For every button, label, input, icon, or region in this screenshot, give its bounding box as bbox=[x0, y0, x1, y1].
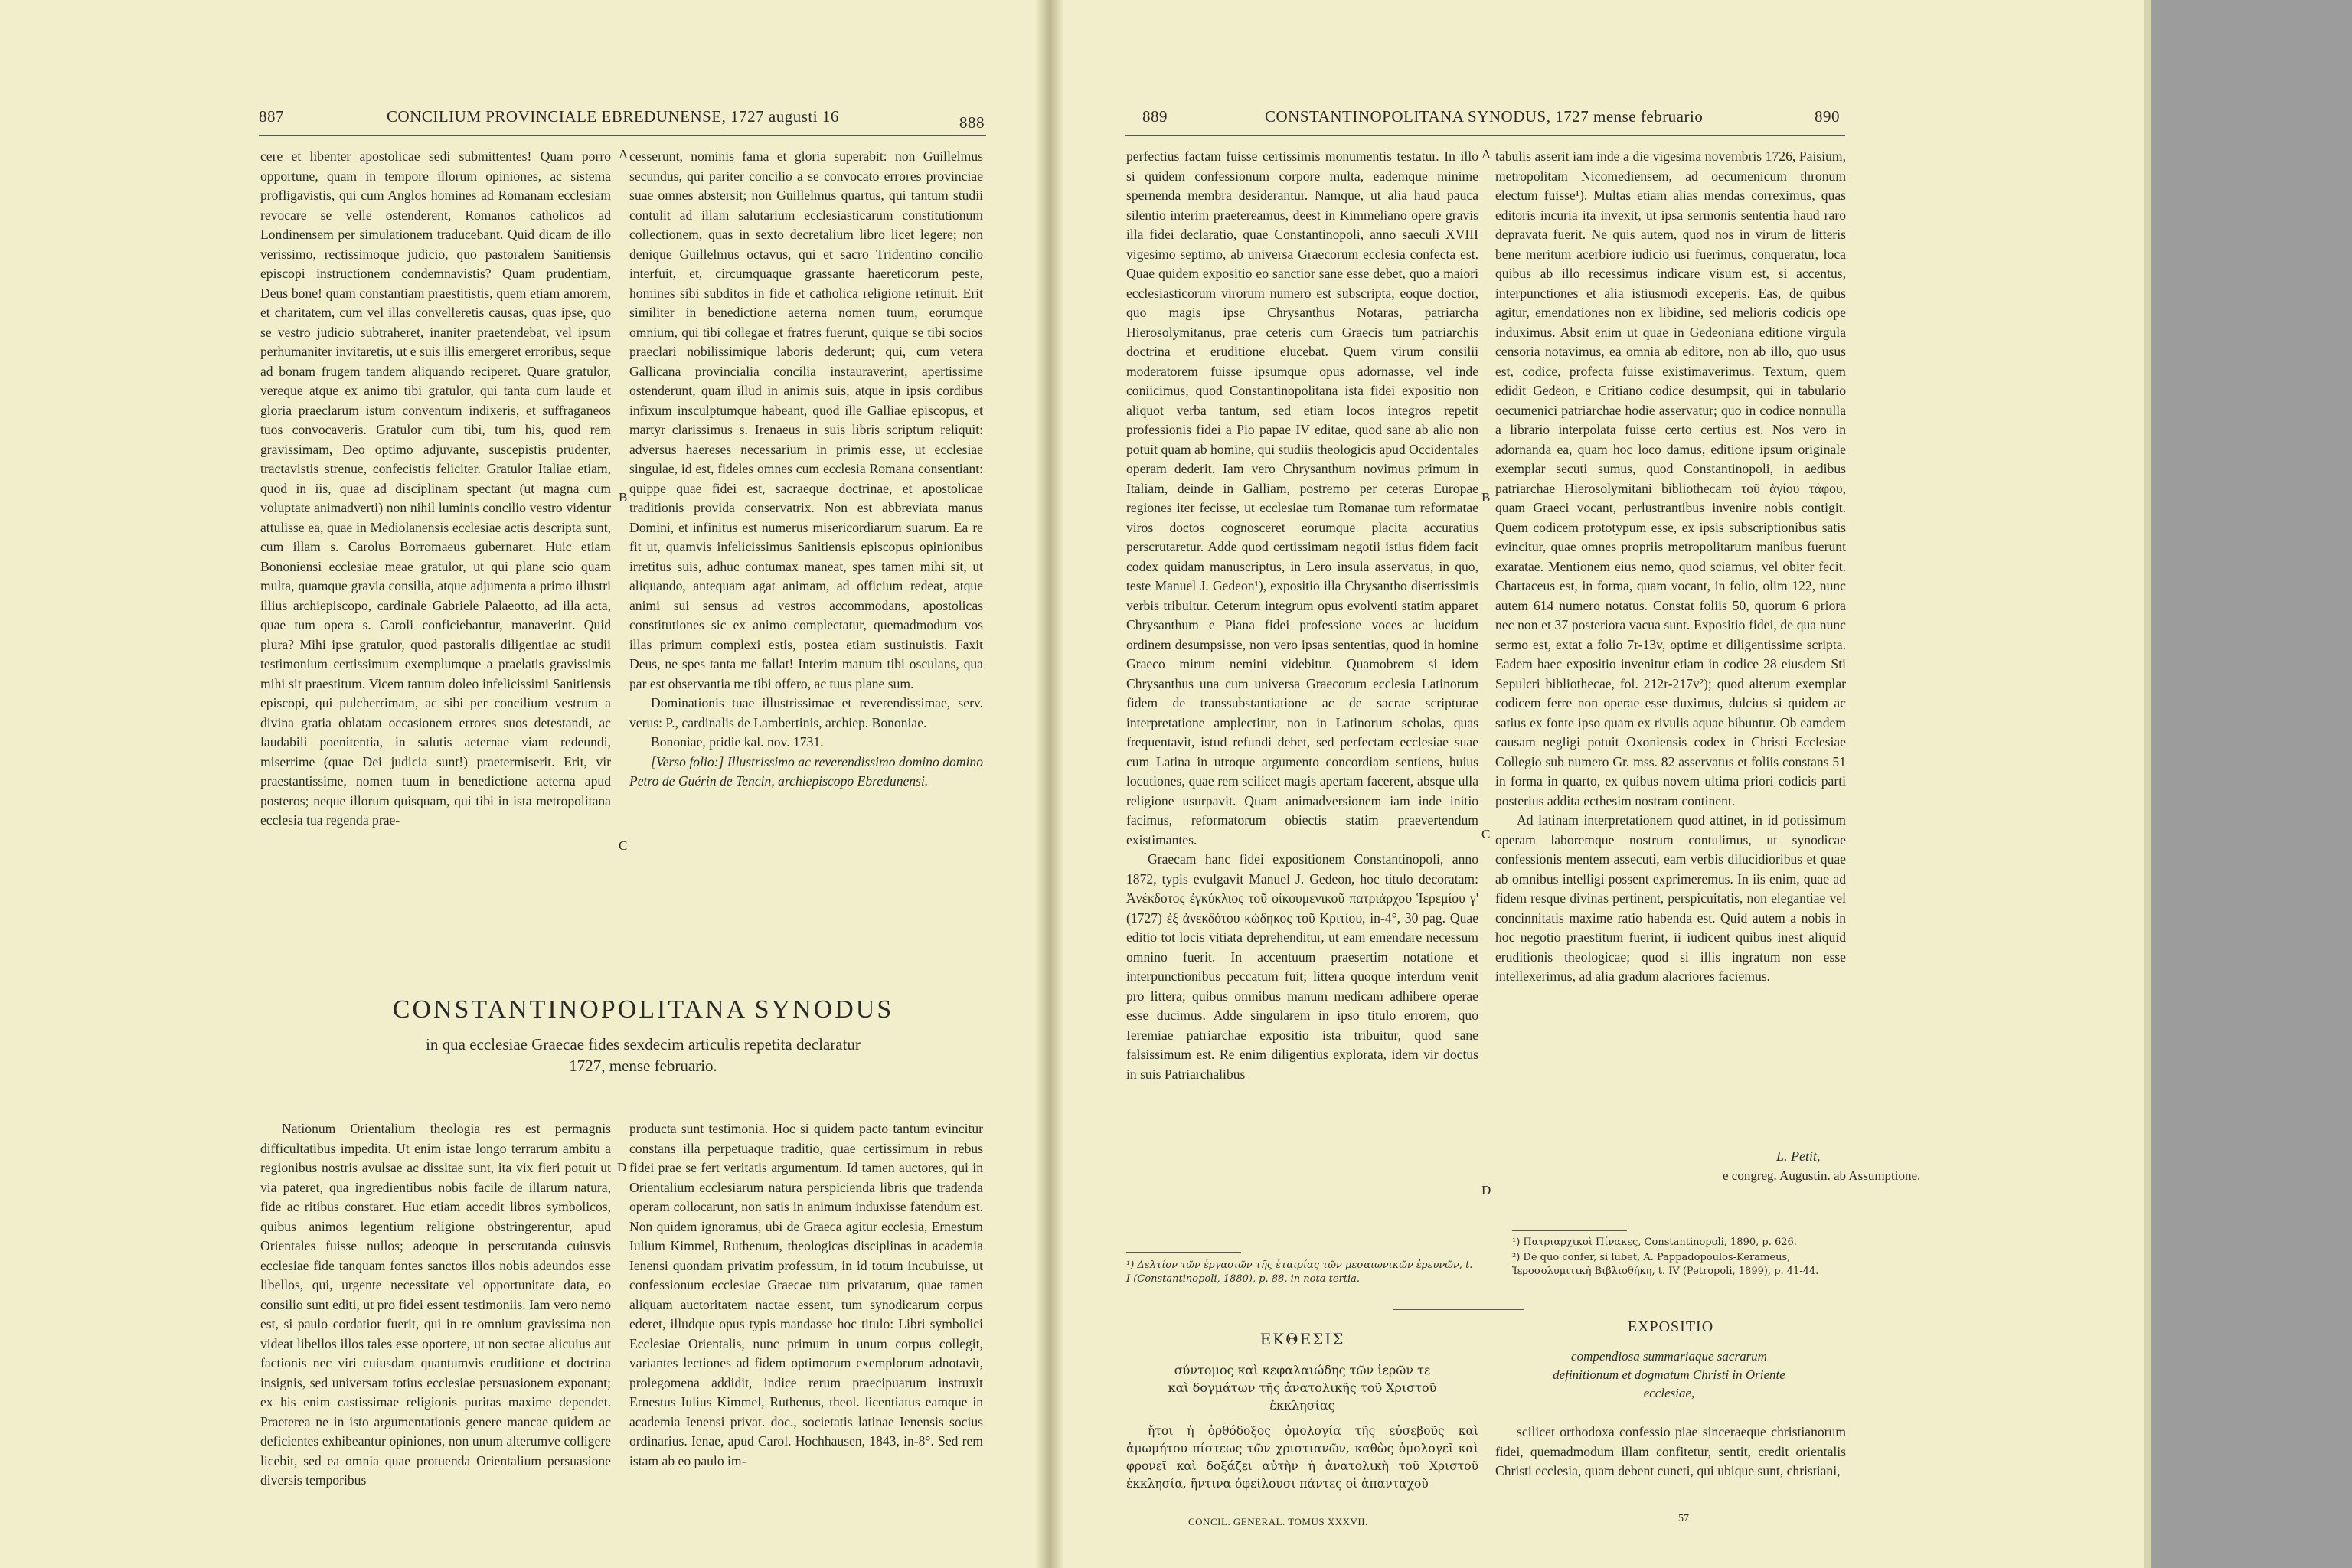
margin-marker-b: B bbox=[1481, 490, 1491, 505]
paragraph: producta sunt testimonia. Hoc si quidem pacto tantum evincitur constans illa perpetuaque traditio, quae certissimum in rebus fidei prae se fert veritatis argumentum. Id tamen auctores, qui in Orientalium ecclesiarum natura perspicienda libris que tradenda operam collocarunt, non satis in animum induxisse fatendum est. Non quidem ignoramus, ubi de Graeca agitur ecclesia, Ernestum Iulium Kimmel, Ruthenum, theologicas disciplinas in academia Ienensi quondam privatim professum, in id totum incubuisse, ut confessionum ecclesiae Graecae tum privatarum, quae tamen aliquam auctoritatem nactae essent, tum synodicarum corpus ederet, illudque opus typis mandasse hoc titulo: Libri symbolici Ecclesiae Orientalis, nunc primum in unum corpus collegit, variantes lectiones ad fidem optimorum exemplorum adnotavit, prolegomena addidit, indice rerum praecipuarum instruxit Ernestus Iulius Kimmel, Ruthenus, theol. licentiatus eamque in academia Ienensi privat. doc., societatis latinae Ienensis socius ordinarius. Ienae, apud Carol. Hochhausen, 1843, in-8°. Sed rem istam ab eo paulo im- bbox=[629, 1121, 983, 1468]
verso-address: [Verso folio:] Illustrissimo ac reverendissimo domino domino Petro de Guérin de Tencin, archiepiscopo Ebredunensi. bbox=[629, 753, 983, 789]
left-col-4 bbox=[629, 1119, 983, 1567]
greek-sub-line-1: σύντομος καὶ κεφαλαιώδης τῶν ἱερῶν τε bbox=[1174, 1363, 1431, 1377]
page-number-890: 890 bbox=[1815, 107, 1840, 126]
header-rule bbox=[1125, 135, 1845, 136]
paragraph: cere et libenter apostolicae sedi submittentes! Quam porro opportune, quam in tempore illorum opiniones, ac sistema profligavistis, qui cum Anglos homines ad Romanam ecclesiam revocare se velle ostenderent, Romanos catholicos ad Londinensem per simulationem traducebant. Quid dicam de illo verissimo, rectissimoque judicio, quo pastoralem Sanitiensis episcopi instructionem condemnavistis? Quam prudentiam, Deus bone! quam constantiam praestitistis, quem etiam amorem, et charitatem, cum vel illas convelleretis causas, quas ipse, quo se vestro judicio subtraheret, inaniter praetendebat, vel ipsum perhumaniter invitaretis, ut e suis illis emergeret erroribus, seque ad bonam frugem tandem aliquando reciperet. Quare gratulor, vereque atque ex animo tibi gratulor, qui tanta cum laude et gloria praeclarum istum conventum indixeris, et suffraganeos tuos convocaveris. Gratulor cum tibi, tum his, quod rem gravissimam, Deo optimo adjuvante, suscepistis prudenter, tractavistis strenue, confecistis feliciter. Gratulor Italiae etiam, quod in iis, quae ad disciplinam spectant (ut magna cum voluptate animadverti) non nihil luminis concilio vestro videntur attulisse ea, quae in Mediolanensis ecclesiae actis descripta sunt, cum illam s. Carolus Borromaeus gubernaret. Huic etiam Bononiensi ecclesiae meae gratulor, ut qui plane scio quam multa, quamque gravia consilia, atque adjumenta a primo illustri illius archiepiscopo, cardinale Gabriele Palaeotto, ad illa acta, quae tum opera s. Caroli conficiebantur, manaverint. Quid plura? Mihi ipse gratulor, quod pastoralis diligentiae ac studii testimonium certissimum exemplumque a praelatis gravissimis mihi sit praestitum. Vicem tantum doleo infelicissimi Sanitiensis episcopi, qui pulcherrimam, ac sibi per concilium vestrum a divina gratia oblatam occasionem errores suos detestandi, ac laudabili poenitentia, in salutis aeternae viam redeundi, miserrime (quae Dei judicia sunt!) praetermiserit. Erit, vir praestantissime, nomen tuum in benedictione aeterna apud posteros; neque illorum quisquam, qui tibi in ista metropolitana ecclesia tua regenda prae- bbox=[260, 149, 611, 828]
dateline: Bononiae, pridie kal. nov. 1731. bbox=[651, 734, 824, 750]
section-heading bbox=[260, 995, 1026, 1076]
page-number-889: 889 bbox=[1142, 107, 1168, 126]
page-number-887: 887 bbox=[259, 107, 284, 126]
paragraph: scilicet orthodoxa confessio piae sinceraeque christianorum fidei, quemadmodum illam confitetur, sentit, credit orientalis Christi ecclesia, quam debent cuncti, qui ubique sunt, christiani, bbox=[1495, 1424, 1846, 1478]
paragraph: Nationum Orientalium theologia res est permagnis difficultatibus impedita. Ut enim istae longo terrarum ambitu a regionibus nostris avulsae ac dissitae sunt, ita vix fieri potuit ut via pateret, qua ingredientibus nobis facile de illarum natura, fide ac ritibus constaret. Huc etiam accedit libros symbolicos, quibus animos legentium religione obstringerentur, apud Orientales fuisse nullos; adeoque in perscrutanda cuiusvis ecclesiae fide tanquam fontes sanctos illos nobis adeundos esse libellos, qui, urgente necessitate vel opportunitate data, eo consilio sunt editi, ut pro fidei essent testimoniis. Iam vero nemo est, si paulo cordatior fuerit, qui in re omnium gravissima non videat libellos illos tales esse oportere, ut non sectae alicuius aut factionis nec viri cuiusdam quantumvis eruditione et doctrina insignis, sed universam totius ecclesiae persuasionem exponant; ex his enim castissimae religionis puritas maxime dependet. Praeterea ne in isto argumentationis genere mancae quidem ac deficientes exhibeantur opiniones, non unum alterumve colligere licebit, sed ea omnia quae protuenda Orientalium persuasione diversis temporibus bbox=[260, 1121, 611, 1488]
margin-marker-a: A bbox=[619, 147, 629, 162]
margin-marker-b: B bbox=[619, 490, 628, 505]
latin-subheading: compendiosa summariaque sacrarum definitionum et dogmatum Christi in Oriente ecclesiae, bbox=[1553, 1349, 1785, 1400]
margin-marker-d: D bbox=[1481, 1183, 1491, 1197]
section-subtitle: in qua ecclesiae Graecae fides sexdecim articulis repetita declaratur bbox=[426, 1035, 861, 1054]
paragraph: Graecam hanc fidei expositionem Constantinopoli, anno 1872, typis evulgavit Manuel J. Gedeon, hoc titulo decoratam: Ἀνέκδοτος ἐγκύκλιος τοῦ οἰκουμενικοῦ πατριάρχου Ἱερεμίου γ' (1727) ἐξ ἀνεκδότου κώδηκος τοῦ Κριτίου, in-4°, 30 pag. Quae editio tot locis vitiata deprehenditur, ut eam emendare necessum omnino fuerit. In accentuum praesertim notatione et interpunctionibus peccatum fuit; littera quoque interdum venit pro littera; quibus omnibus manum medicam adhibere operae esse ducimus. Adde singularem in ipso titulo errorem, quo Ieremiae patriarchae expositio ista tribuitur, quod sane falsissimum est. Re enim diligentius explorata, idem vir doctus in suis Patriarchalibus bbox=[1126, 851, 1478, 1082]
greek-sub-line-2: καὶ δογμάτων τῆς ἀνατολικῆς τοῦ Χριστοῦ bbox=[1168, 1380, 1437, 1395]
greek-subheading bbox=[1126, 1361, 1478, 1414]
footnote-2a: ¹) Πατριαρχικοὶ Πίνακες, Constantinopoli, 1890, p. 626. bbox=[1512, 1236, 1797, 1248]
left-page bbox=[0, 0, 1049, 1568]
footer-signature: CONCIL. GENERAL. TOMUS XXXVII. bbox=[1188, 1516, 1368, 1527]
greek-sub-line-3: ἐκκλησίας bbox=[1269, 1398, 1335, 1413]
paragraph: cesserunt, nominis fama et gloria superabit: non Guillelmus secundus, qui pariter concilio a se convocato errores provinciae suae omnes abstersit; non Guillelmus quartus, qui tantum studii contulit ad illam salutarium ecclesiasticarum constitutionum collectionem, quas in sexto decretalium libro licet legere; non denique Guillelmus octavus, qui et sacro Tridentino concilio interfuit, et, circumquaque grassante haereticorum peste, homines sibi subditos in fide et catholica religione retinuit. Erit similiter in benedictione aeterna nomen tuum, eorumque omnium, qui tibi collegae et fratres fuerunt, quique se tibi socios praeclari nobilissimique laboris dederunt; qui, cum vetera Gallicana provincialia concilia instauraverint, apertissime ostenderunt, quam illud in animis suis, atque in ipsis cordibus infixum insculptumque habeant, quod ille Galliae episcopus, et martyr clarissimus s. Irenaeus in suis libris scriptum reliquit: adversus haereses necessarium in primis esse, ut ecclesiae singulae, id est, fideles omnes cum ecclesia Romana consentiant: quippe quae fidei est, sacraeque doctrinae, et apostolicae traditionis provida conservatrix. Non est abbreviata manus Domini, et infinitus est numerus misericordiarum suarum. Ea re fit ut, quamvis infelicissimus Sanitiensis episcopus opinionibus irretitus suis, adhuc contumax maneat, spes tamen mihi sit, ut aliquando, antequam agat animam, ad officium redeat, atque animi sui sensus ad vestros accommodans, apostolicas constitutiones sic ex animo complectatur, quemadmodum vos illas primum complexi estis, postea etiam sustinuistis. Faxit Deus, ne spes tanta me fallat! Interim manum tibi osculans, qua par est observantia me tibi offero, ac tuus plane sum. bbox=[629, 149, 983, 691]
paragraph: perfectius factam fuisse certissimis monumentis testatur. In illo si quidem confessionum corpore multa, eademque minime spernenda membra desiderantur. Namque, ut alia haud pauca silentio interim praetereamus, deest in Kimmeliano opere gravis illa fidei declaratio, quae Constantinopoli, anno saeculi XVIII vigesimo septimo, ab universa Graecorum ecclesia confecta est. Quae quidem expositio eo sanctior sane esse debet, quo a maiori ecclesiasticorum virorum numero est subscripta, eoque doctior, quo magis ipse Chrysanthus Notaras, patriarcha Hierosolymitanus, prae ceteris cum Graecis tum patriarchis doctrina et eruditione elucebat. Quem virum consilii moderatorem fuisse ipsumque opus adornasse, vel inde coniicimus, quod Constantinopolitana ista fidei expositio non aliquot verba tantum, sed etiam locos integros repetit professionis fidei a Pio papae IV editae, quod sane ab alio non potuit quam ab homine, qui studiis theologicis apud Occidentales operam dederit. Iam vero Chrysanthum novimus primum in Italiam, deinde in Galliam, postremo per ceteras Europae regiones iter fecisse, ut ecclesiae tum Romanae tum reformatae viros doctos cognosceret eorumque placita accuratius perscrutaretur. Adde quod certissimam negotii istius fidem facit codex quidam manuscriptus, in Lero insula asservatus, in quo, teste Manuel J. Gedeon¹), expositio illa Chrysantho disertissimis verbis tribuitur. Ceterum integrum opus evolventi statim apparet Chrysanthum e Piana fidei professione voces ac lucidum ordinem desumpsisse, non vero ipsas sententias, quod in homine Graeco mirum nemini videbitur. Quamobrem si idem Chrysanthus una cum universa Graecorum ecclesia Latinorum fidem de transsubstantiatione ac de sacrae scripturae interpretatione amplectitur, non in Latinorum scholas, quas frequentavit, istud refundi debet, sed perfectam ecclesiae suae cum Latina in utroque argumento concordiam sentiens, huius locutiones, quae rem scilicet magis apertam facerent, absque ulla religione usurpavit. Quam animadversionem iam inde initio facimus, reformatorum obiectis statim praevertendum existimantes. bbox=[1126, 149, 1478, 848]
closing-salutation: Dominationis tuae illustrissimae et reverendissimae, serv. verus: P., cardinalis de Lambertinis, archiep. Bononiae. bbox=[629, 695, 983, 730]
margin-marker-a: A bbox=[1481, 147, 1491, 162]
running-title-left: CONCILIUM PROVINCIALE EBREDUNENSE, 1727 augusti 16 bbox=[387, 107, 839, 126]
running-title-right: CONSTANTINOPOLITANA SYNODUS, 1727 mense februario bbox=[1265, 107, 1704, 126]
section-rule bbox=[1393, 1309, 1524, 1310]
greek-heading: ΕΚΘΕΣΙΣ bbox=[1259, 1330, 1345, 1348]
paragraph: tabulis asserit iam inde a die vigesima novembris 1726, Paisium, metropolitam Nicomediensem, ad oecumenicum thronum electum fuisse¹). Multas etiam alias mendas correximus, quas editoris incuria ita invexit, ut ipsa sermonis sententia haud raro depravata fuerit. Ne quis autem, quod nos in virum de litteris bene meritum acerbiore iudicio usi fuerimus, conqueratur, loca quibus ab illo recessimus indicare visum est, si accentus, interpunctiones et alia istiusmodi exceperis. Eas, de quibus agitur, emendationes non ex libidine, sed melioris codicis ope induximus. Absit enim ut quae in Gedeoniana editione virgula censoria notavimus, ea omnia ab editore, non ab illo, quo usus est, codice, profecta fuisse existimaverimus. Textum, quem edidit Gedeon, e Critiano codice desumpsit, qui in tabulario oecumenici patriarchae hodie asservatur; quo in codice nonnulla a librario interpolata fuisse certo certius est. Nos vero in adornanda ea, quam hoc loco damus, editione ipsum originale exemplar secuti sumus, quod Constantinopoli, in aedibus patriarchae Hierosolymitani bibliothecam τοῦ ἁγίου τάφου, quam Graeci vocant, perlustrantibus invenire nobis contigit. Quem codicem prototypum esse, ex ipsis subscriptionibus satis evincitur, quae omnes propriis metropolitarum manibus fuerunt exaratae. Mentionem eius nemo, quod sciamus, vel obiter fecit. Chartaceus est, in forma, quam vocant, in folio, olim 122, nunc autem 614 numero notatus. Constat foliis 50, quorum 6 priora nec non et 37 posteriora vacua sunt. Expositio fidei, de qua nunc sermo est, extat a folio 7r-13v, optime et diligentissime scripta. Eadem haec expositio invenitur etiam in codice 28 eiusdem Sti Sepulcri bibliothecae, fol. 212r-217v²); quod alterum exemplar codicem ferre non operae esse duximus, dulcius si quidem ac satius ex fonte ipso quam ex rivulis aquae bibuntur. Ob eamdem causam negligi potuit Oxoniensis codex in Christi Ecclesiae Collegio sub numero Gr. mss. 82 asservatus et foliis constans 51 in forma in quarto, ex quibus novem ultima priori codicis parti posterius addita ecthesim nostram continent. bbox=[1495, 149, 1846, 808]
signature-name: L. Petit, bbox=[1776, 1148, 1821, 1164]
paragraph: ἤτοι ἡ ὀρθόδοξος ὁμολογία τῆς εὐσεβοῦς καὶ ἀμωμήτου πίστεως τῶν χριστιανῶν, καθὼς ὁμολογεῖ καὶ φρονεῖ καὶ δοξάζει αὐτὴν ἡ ἀνατολικὴ τοῦ Χριστοῦ ἐκκλησία, ἥντινα ὀφείλουσι πάντες οἱ ἁπανταχοῦ bbox=[1126, 1424, 1478, 1491]
margin-marker-c: C bbox=[619, 838, 628, 853]
right-page bbox=[1049, 0, 2144, 1568]
left-col-3 bbox=[260, 1119, 611, 1567]
right-col-1 bbox=[1126, 147, 1478, 1082]
paragraph: Ad latinam interpretationem quod attinet, in id potissimum operam laboremque nostrum contulimus, ut synodicae confessionis mentem assecuti, eam verbis dilucidioribus et quae ab omnibus intelligi possent exprimeremus. In iis enim, quae ad fidem resque divinas pertinent, perspicuitatis, non elegantiae vel concinnitatis maxime ratio habenda est. Quid autem a nobis in hoc negotio praestitum fuerint, ii iudicent quibus inest aliquid eruditionis theologicae; quod si illis ingratum non esse intellexerimus, ad alia gradum alacriores faciemus. bbox=[1495, 812, 1846, 984]
right-col-2 bbox=[1495, 147, 1846, 982]
footnote-rule bbox=[1512, 1230, 1627, 1231]
margin-marker-d: D bbox=[617, 1160, 627, 1174]
latin-text bbox=[1495, 1423, 1846, 1513]
header-rule bbox=[259, 135, 986, 136]
greek-text bbox=[1126, 1423, 1478, 1513]
latin-heading: EXPOSITIO bbox=[1627, 1318, 1714, 1335]
footnote-2b: ²) De quo confer, si lubet, A. Pappadopoulos-Kerameus, Ἱεροσολυμιτικὴ Βιβλιοθήκη, t. IV (Petropoli, 1899), p. 41-44. bbox=[1512, 1252, 1819, 1277]
page-number-888: 888 bbox=[959, 113, 985, 132]
footnote-1: ¹) Δελτίον τῶν ἐργασιῶν τῆς ἑταιρίας τῶν μεσαιωνικῶν ἐρευνῶν, t. I (Constantinopoli, 1880), p. 88, in nota tertia. bbox=[1126, 1259, 1473, 1285]
book-gutter bbox=[1035, 0, 1064, 1568]
section-title: CONSTANTINOPOLITANA SYNODUS bbox=[392, 995, 894, 1024]
left-col-2 bbox=[629, 147, 983, 959]
section-date: 1727, mense februario. bbox=[569, 1057, 717, 1075]
signature-affiliation: e congreg. Augustin. ab Assumptione. bbox=[1723, 1168, 1921, 1183]
margin-marker-c: C bbox=[1481, 827, 1491, 841]
page-edge-background bbox=[2144, 0, 2352, 1568]
footer-signature-number: 57 bbox=[1678, 1513, 1689, 1524]
left-col-1 bbox=[260, 147, 611, 959]
footnote-rule bbox=[1126, 1252, 1241, 1253]
page-edge-strip bbox=[2144, 0, 2151, 1568]
